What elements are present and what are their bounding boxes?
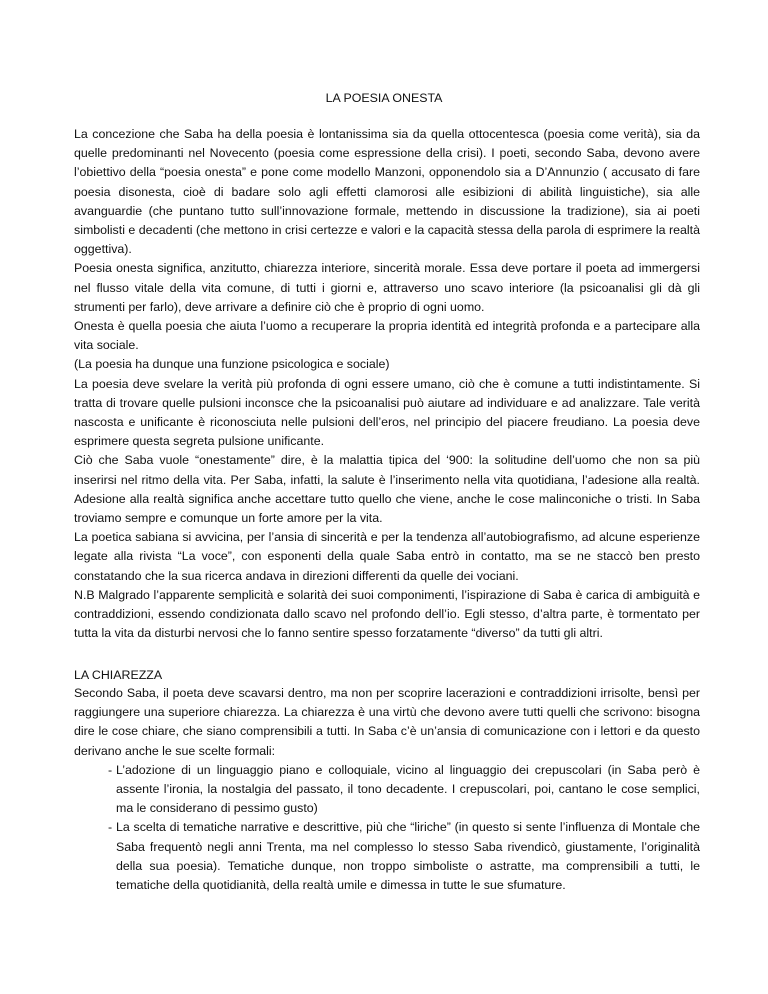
paragraph: (La poesia ha dunque una funzione psicologica e sociale)	[74, 357, 390, 372]
paragraph: La poetica sabiana si avvicina, per l’ansia di sincerità e per la tendenza all’autobiografismo, ad alcune esperienze legate alla rivista “La voce”, con esponenti della quale Saba entrò in contatto, ma se ne staccò ben presto constatando che la sua ricerca andava in direzioni differenti da quelle dei vociani.	[74, 530, 700, 583]
list-item: - La scelta di tematiche narrative e descrittive, più che “liriche” (in questo si sente l’influenza di Montale che Saba frequentò negli anni Trenta, ma nel complesso lo stesso Saba rivendicò, giustamente, l’originalità della sua poesia). Tematiche dunque, non troppo simboliste o astratte, ma comprensibili a tutti, le tematiche della quotidianità, della realtà umile e dimessa in tutte le sue sfumature.	[108, 820, 700, 893]
paragraph: Onesta è quella poesia che aiuta l’uomo a recuperare la propria identità ed integrità profonda e a partecipare alla vita sociale.	[74, 319, 700, 353]
list-dash: -	[108, 762, 113, 777]
paragraph: N.B Malgrado l’apparente semplicità e solarità dei suoi componimenti, l’ispirazione di Saba è carica di ambiguità e contraddizioni, essendo condizionata dallo scavo nel profondo dell’io. Egli stesso, d’altra parte, è tormentato per tutta la vita da disturbi nervosi che lo fanno sentire spesso forzatamente “diverso” da tutti gli altri.	[74, 587, 700, 641]
paragraph: Ciò che Saba vuole “onestamente” dire, è la malattia tipica del ‘900: la solitudine dell’uomo che non sa più inserirsi nel ritmo della vita. Per Saba, infatti, la salute è l’inserimento nella vita quotidiana, l’adesione alla realtà. Adesione alla realtà significa anche accettare tutto quello che viene, anche le cose malinconiche o tristi. In Saba troviamo sempre e comunque un forte amore per la vita.	[74, 453, 700, 526]
paragraph: La concezione che Saba ha della poesia è lontanissima sia da quella ottocentesca (poesia come verità), sia da quelle predominanti nel Novecento (poesia come espressione della crisi). I poeti, secondo Saba, devono avere l’obiettivo della “poesia onesta” e pone come modello Manzoni, opponendolo sia a D’Annunzio ( accusato di fare poesia disonesta, cioè di badare solo agli effetti clamorosi alle esibizioni di abilità linguistiche), sia alle avanguardie (che puntano tutto sull’innovazione formale, mettendo in discussione la tradizione), sia ai poeti simbolisti e decadenti (che mettono in crisi certezze e valori e la capacità stessa della parola di esprimere la realtà oggettiva).	[74, 127, 700, 257]
formal-choices-list	[74, 761, 700, 895]
paragraph: Poesia onesta significa, anzitutto, chiarezza interiore, sincerità morale. Essa deve portare il poeta ad immergersi nel flusso vitale della vita comune, di tutti i giorni e, attraverso uno scavo interiore (la psicoanalisi gli dà gli strumenti per farlo), deve arrivare a definire ciò che è proprio di ogni uomo.	[74, 261, 700, 314]
list-item: - L’adozione di un linguaggio piano e colloquiale, vicino al linguaggio dei crepuscolari (in Saba però è assente l’ironia, la nostalgia del passato, il tono decadente. I crepuscolari, poi, cantano le cose semplici, ma le considerano di pessimo gusto)	[108, 762, 700, 816]
intro-section	[74, 125, 700, 643]
chiarezza-section	[74, 684, 700, 895]
section-heading: LA CHIAREZZA	[74, 668, 163, 682]
paragraph: Secondo Saba, il poeta deve scavarsi dentro, ma non per scoprire lacerazioni e contraddizioni irrisolte, bensì per raggiungere una superiore chiarezza. La chiarezza è una virtù che devono avere tutti quelli che scrivono: bisogna dire le cose chiare, che siano comprensibili a tutti. In Saba c’è un’ansia di comunicazione con i lettori e da questo derivano anche le sue scelte formali:	[74, 686, 700, 758]
page-title: LA POESIA ONESTA	[325, 91, 443, 105]
paragraph: La poesia deve svelare la verità più profonda di ogni essere umano, ciò che è comune a tutti indistintamente. Si tratta di trovare quelle pulsioni inconsce che la psicoanalisi può aiutare ad individuare e ad analizzare. Tale verità nascosta e unificante è riconosciuta nelle pulsioni dell’eros, nel principio del piacere freudiano. La poesia deve esprimere questa segreta pulsione unificante.	[74, 376, 700, 449]
list-dash: -	[108, 820, 113, 835]
